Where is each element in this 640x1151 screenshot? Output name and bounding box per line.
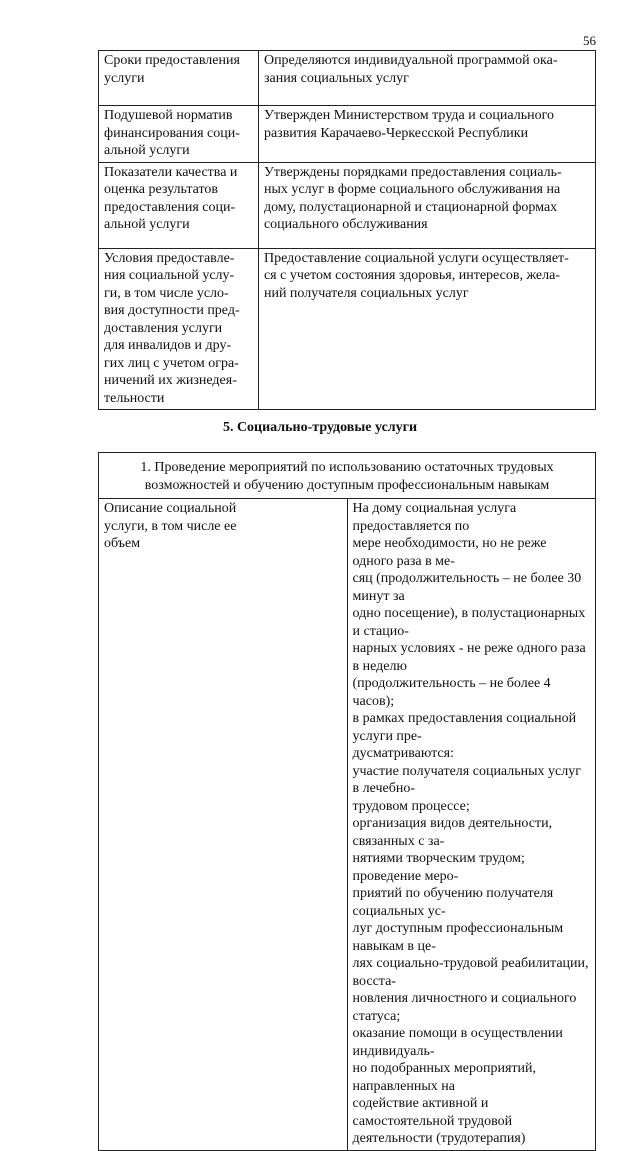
- cell-line: участие получателя социальных услуг в лечебно-: [352, 763, 581, 796]
- cell-line: ния социальной услу-: [104, 268, 235, 283]
- cell-line: для инвалидов и дру-: [104, 338, 232, 353]
- cell-line: деятельности (трудотерапия): [352, 1131, 526, 1146]
- cell-line: ничений их жизнедея-: [104, 373, 237, 388]
- cell-line: Показатели качества и: [104, 164, 238, 180]
- table-header-row: [99, 453, 596, 499]
- cell-line: организация видов деятельности, связанных с за-: [352, 816, 553, 849]
- row-value-cell: [258, 162, 595, 248]
- cell-line: социального обслуживания: [263, 217, 428, 232]
- cell-line: но подобранных мероприятий, направленных на: [352, 1061, 537, 1094]
- cell-line: Подушевой норматив: [104, 108, 233, 123]
- social-labor-services-table: [98, 452, 596, 1151]
- cell-line: финансирования соци-: [104, 125, 240, 141]
- cell-line: вия доступности пред-: [104, 303, 240, 318]
- row-value-cell: [347, 499, 596, 1151]
- cell-line: услуги: [104, 70, 145, 86]
- cell-line: дому, полустационарной и стационарной формах: [263, 199, 558, 215]
- cell-line: Условия предоставле-: [104, 250, 235, 266]
- cell-line: мере необходимости, но не реже одного раза в ме-: [352, 536, 547, 569]
- row-value-cell: [258, 51, 595, 106]
- cell-line: зания социальных услуг: [263, 70, 409, 86]
- cell-line: лях социально-трудовой реабилитации, восста-: [352, 956, 589, 989]
- cell-line: услуги, в том числе ее: [104, 518, 237, 534]
- service-heading-cell: [99, 453, 596, 499]
- table-row: [99, 499, 596, 1151]
- heading-line: возможностей и обучению доступным профессиональным навыкам: [144, 477, 550, 493]
- cell-line: Утвержден Министерством труда и социального: [263, 108, 554, 123]
- cell-line: содействие активной и самостоятельной трудовой: [352, 1096, 513, 1129]
- cell-line: объем: [104, 536, 141, 551]
- cell-line: Описание социальной: [104, 501, 237, 516]
- cell-line: нарных условиях - не реже одного раза в неделю: [352, 641, 586, 674]
- cell-line: развития Карачаево-Черкесской Республики: [263, 125, 529, 141]
- cell-line: альной услуги: [104, 217, 190, 232]
- cell-line: альной услуги: [104, 143, 190, 158]
- row-label-cell: [99, 162, 259, 248]
- cell-line: в рамках предоставления социальной услуги пре-: [352, 711, 577, 744]
- cell-line: сяц (продолжительность – не более 30 минут за: [352, 571, 582, 604]
- cell-line: Сроки предоставления: [104, 53, 240, 68]
- cell-line: доставления услуги: [104, 320, 223, 336]
- cell-line: тельности: [104, 390, 165, 406]
- cell-line: Предоставление социальной услуги осуществляет-: [263, 250, 569, 266]
- cell-line: ся с учетом состояния здоровья, интересов, жела-: [263, 268, 561, 283]
- cell-line: гих лиц с учетом огра-: [104, 355, 239, 371]
- row-label-cell: [99, 248, 259, 410]
- cell-line: дусматриваются:: [352, 746, 454, 761]
- cell-line: оценка результатов: [104, 182, 219, 197]
- service-conditions-table: [98, 50, 596, 410]
- cell-line: Утверждены порядками предоставления социаль-: [263, 164, 562, 180]
- cell-line: оказание помощи в осуществлении индивидуаль-: [352, 1026, 563, 1059]
- cell-line: (продолжительность – не более 4 часов);: [352, 676, 551, 709]
- cell-line: приятий по обучению получателя социальных ус-: [352, 886, 554, 919]
- page-number: 56: [583, 33, 596, 48]
- table-row: [99, 162, 596, 248]
- heading-line: 1. Проведение мероприятий по использованию остаточных трудовых: [140, 460, 554, 475]
- cell-line: нятиями творческим трудом; проведение меро-: [352, 851, 525, 884]
- cell-line: луг доступным профессиональным навыкам в це-: [352, 921, 564, 954]
- cell-line: На дому социальная услуга предоставляется по: [352, 501, 517, 534]
- cell-line: ний получателя социальных услуг: [263, 285, 469, 301]
- table-row: [99, 106, 596, 163]
- section-title: 5. Социально-трудовые услуги: [222, 420, 418, 435]
- cell-line: ных услуг в форме социального обслуживания на: [263, 182, 561, 197]
- cell-line: Определяются индивидуальной программой ока-: [263, 53, 558, 68]
- row-value-cell: [258, 248, 595, 410]
- row-label-cell: [99, 499, 348, 1151]
- row-value-cell: [258, 106, 595, 163]
- table-row: [99, 248, 596, 410]
- row-label-cell: [99, 106, 259, 163]
- cell-line: трудовом процессе;: [352, 798, 470, 814]
- row-label-cell: [99, 51, 259, 106]
- cell-line: новления личностного и социального статуса;: [352, 991, 577, 1024]
- cell-line: ги, в том числе усло-: [104, 285, 229, 301]
- cell-line: предоставления соци-: [104, 199, 236, 215]
- table-row: [99, 51, 596, 106]
- cell-line: одно посещение), в полустационарных и стацио-: [352, 606, 586, 639]
